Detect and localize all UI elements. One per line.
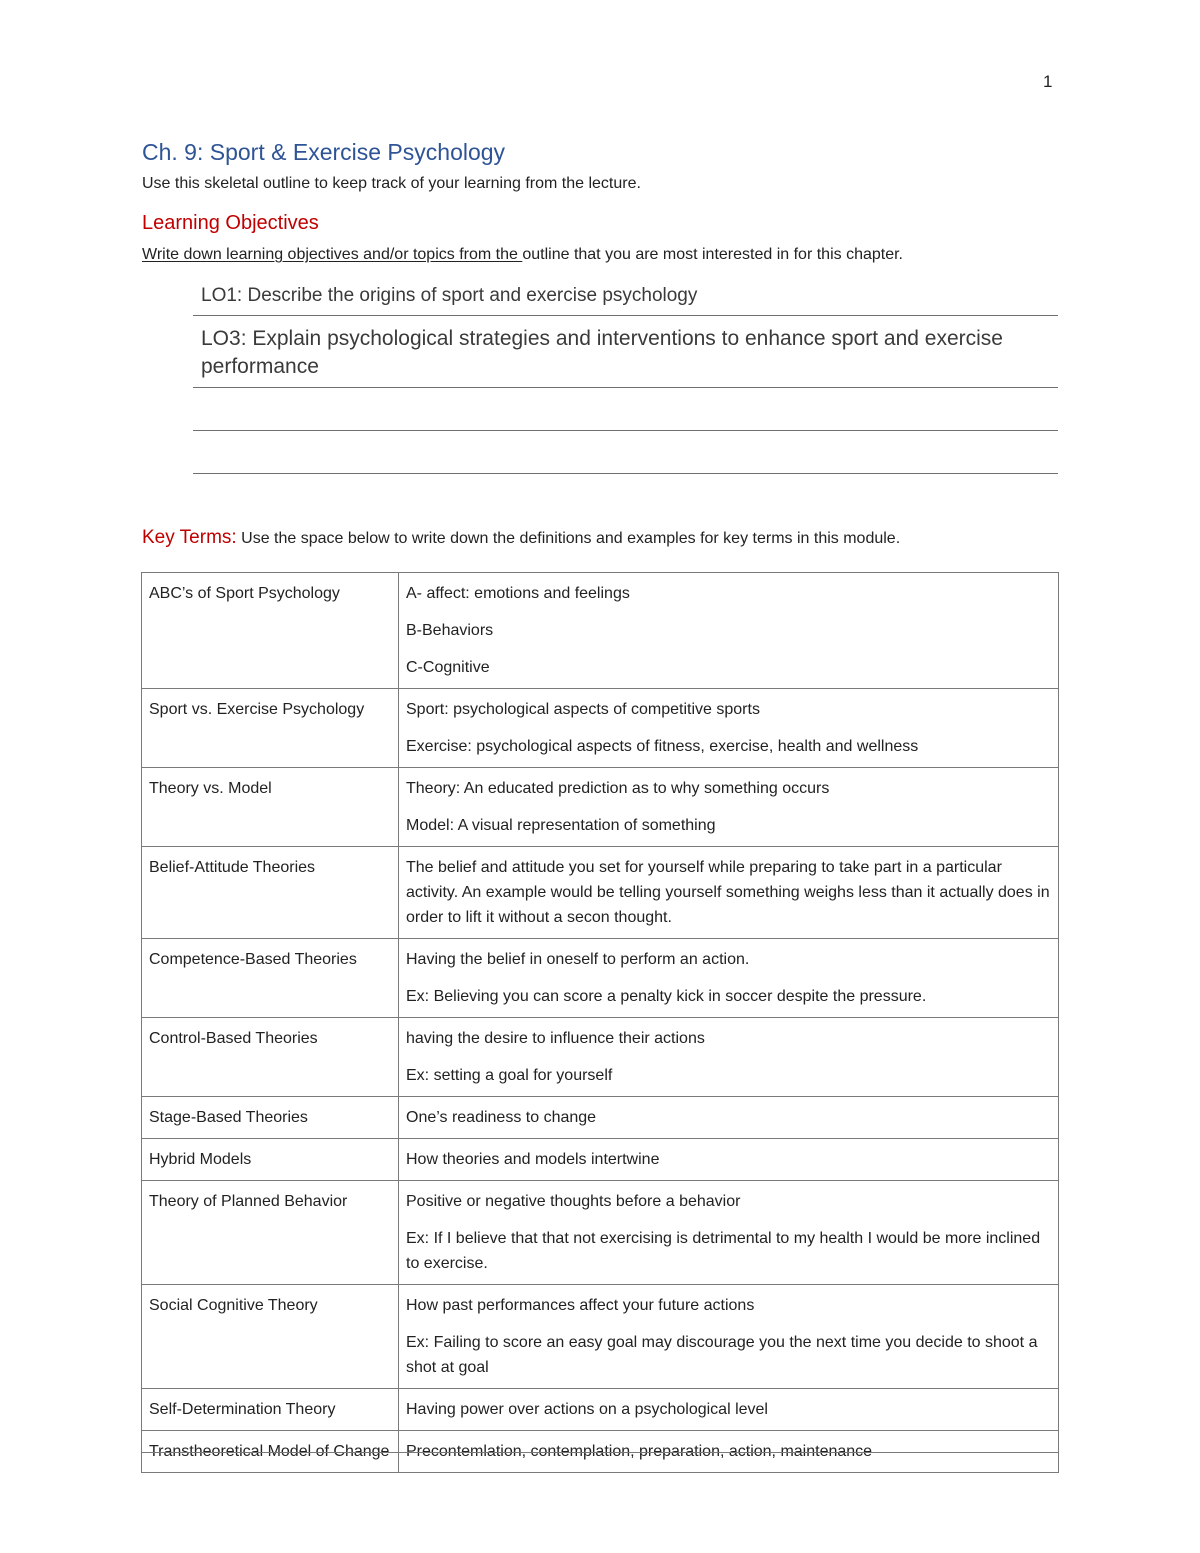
definition-text: Model: A visual representation of something — [406, 817, 716, 834]
objective-label: LO1: — [201, 285, 243, 306]
definition-text: Positive or negative thoughts before a behavior — [406, 1193, 741, 1210]
term-cell: Theory of Planned Behavior — [142, 1181, 399, 1285]
objective-text: Explain psychological strategies and interventions to enhance sport and exercise performance — [201, 327, 1003, 378]
table-row — [142, 847, 1059, 939]
definition-cell — [399, 573, 1059, 689]
term-cell: Control-Based Theories — [142, 1018, 399, 1097]
term-cell: Competence-Based Theories — [142, 939, 399, 1018]
learning-objectives-instruction — [142, 246, 903, 264]
table-row — [142, 1139, 1059, 1181]
term-cell: ABC’s of Sport Psychology — [142, 573, 399, 689]
definition-cell — [399, 939, 1059, 1018]
definition-cell — [399, 1139, 1059, 1181]
definition-text: having the desire to influence their actions — [406, 1030, 705, 1047]
definition-text: B-Behaviors — [406, 622, 494, 639]
learning-objectives-heading: Learning Objectives — [142, 212, 319, 234]
intro-text: Use this skeletal outline to keep track of your learning from the lecture. — [142, 175, 641, 192]
table-bottom-rule — [141, 1452, 1059, 1453]
definition-text: Ex: Failing to score an easy goal may discourage you the next time you decide to shoot a shot at goal — [406, 1334, 1038, 1376]
term-cell: Self-Determination Theory — [142, 1389, 399, 1431]
definition-text: Having the belief in oneself to perform an action. — [406, 951, 750, 968]
table-row — [142, 768, 1059, 847]
page-title: Ch. 9: Sport & Exercise Psychology — [142, 139, 506, 165]
definition-text: How theories and models intertwine — [406, 1151, 660, 1168]
instruction-rest: outline that you are most interested in for this chapter. — [522, 246, 903, 263]
key-terms-intro — [142, 527, 900, 549]
page-number: 1 — [1043, 72, 1053, 91]
term-cell: Hybrid Models — [142, 1139, 399, 1181]
definition-text: Having power over actions on a psychological level — [406, 1401, 768, 1418]
term-cell: Stage-Based Theories — [142, 1097, 399, 1139]
definition-text: Ex: If I believe that that not exercising is detrimental to my health I would be more inclined to exercise. — [406, 1230, 1041, 1272]
table-row — [142, 939, 1059, 1018]
objective-line-3-empty[interactable] — [193, 388, 1058, 431]
term-cell: Belief-Attitude Theories — [142, 847, 399, 939]
table-row — [142, 573, 1059, 689]
definition-text: Theory: An educated prediction as to why something occurs — [406, 780, 830, 797]
table-row — [142, 1389, 1059, 1431]
term-cell: Transtheoretical Model of Change — [142, 1431, 399, 1473]
objective-lines — [193, 276, 1058, 474]
key-terms-instruction: Use the space below to write down the definitions and examples for key terms in this module. — [236, 530, 901, 547]
key-terms-table — [141, 572, 1059, 1473]
objective-line-4-empty[interactable] — [193, 431, 1058, 474]
table-row — [142, 1097, 1059, 1139]
definition-text: Ex: setting a goal for yourself — [406, 1067, 613, 1084]
definition-text: Sport: psychological aspects of competitive sports — [406, 701, 760, 718]
definition-text: C-Cognitive — [406, 659, 490, 676]
definition-cell — [399, 1181, 1059, 1285]
definition-text: Exercise: psychological aspects of fitness, exercise, health and wellness — [406, 738, 919, 755]
objective-line-2[interactable] — [193, 316, 1058, 388]
term-cell: Social Cognitive Theory — [142, 1285, 399, 1389]
definition-cell — [399, 1018, 1059, 1097]
table-row — [142, 689, 1059, 768]
definition-text: The belief and attitude you set for yourself while preparing to take part in a particular activity. An example would be telling yourself something weighs less than it actually does in order to lift it without a secon thought. — [406, 859, 1050, 926]
definition-cell — [399, 768, 1059, 847]
definition-cell — [399, 689, 1059, 768]
term-cell: Theory vs. Model — [142, 768, 399, 847]
definition-cell — [399, 847, 1059, 939]
objective-text: Describe the origins of sport and exercise psychology — [242, 285, 698, 306]
definition-text: Ex: Believing you can score a penalty kick in soccer despite the pressure. — [406, 988, 927, 1005]
key-terms-table-body — [142, 573, 1059, 1473]
table-row — [142, 1018, 1059, 1097]
instruction-underlined: Write down learning objectives and/or topics from the — [142, 246, 523, 263]
objective-label: LO3: — [201, 327, 247, 350]
table-row — [142, 1285, 1059, 1389]
definition-text: Precontemlation, contemplation, preparation, action, maintenance — [406, 1443, 873, 1460]
table-row — [142, 1181, 1059, 1285]
definition-text: How past performances affect your future actions — [406, 1297, 755, 1314]
key-terms-label: Key Terms: — [142, 527, 237, 548]
definition-text: A- affect: emotions and feelings — [406, 585, 630, 602]
definition-cell — [399, 1097, 1059, 1139]
definition-cell — [399, 1285, 1059, 1389]
term-cell: Sport vs. Exercise Psychology — [142, 689, 399, 768]
definition-cell — [399, 1389, 1059, 1431]
objective-line-1[interactable] — [193, 276, 1058, 316]
definition-text: One’s readiness to change — [406, 1109, 597, 1126]
